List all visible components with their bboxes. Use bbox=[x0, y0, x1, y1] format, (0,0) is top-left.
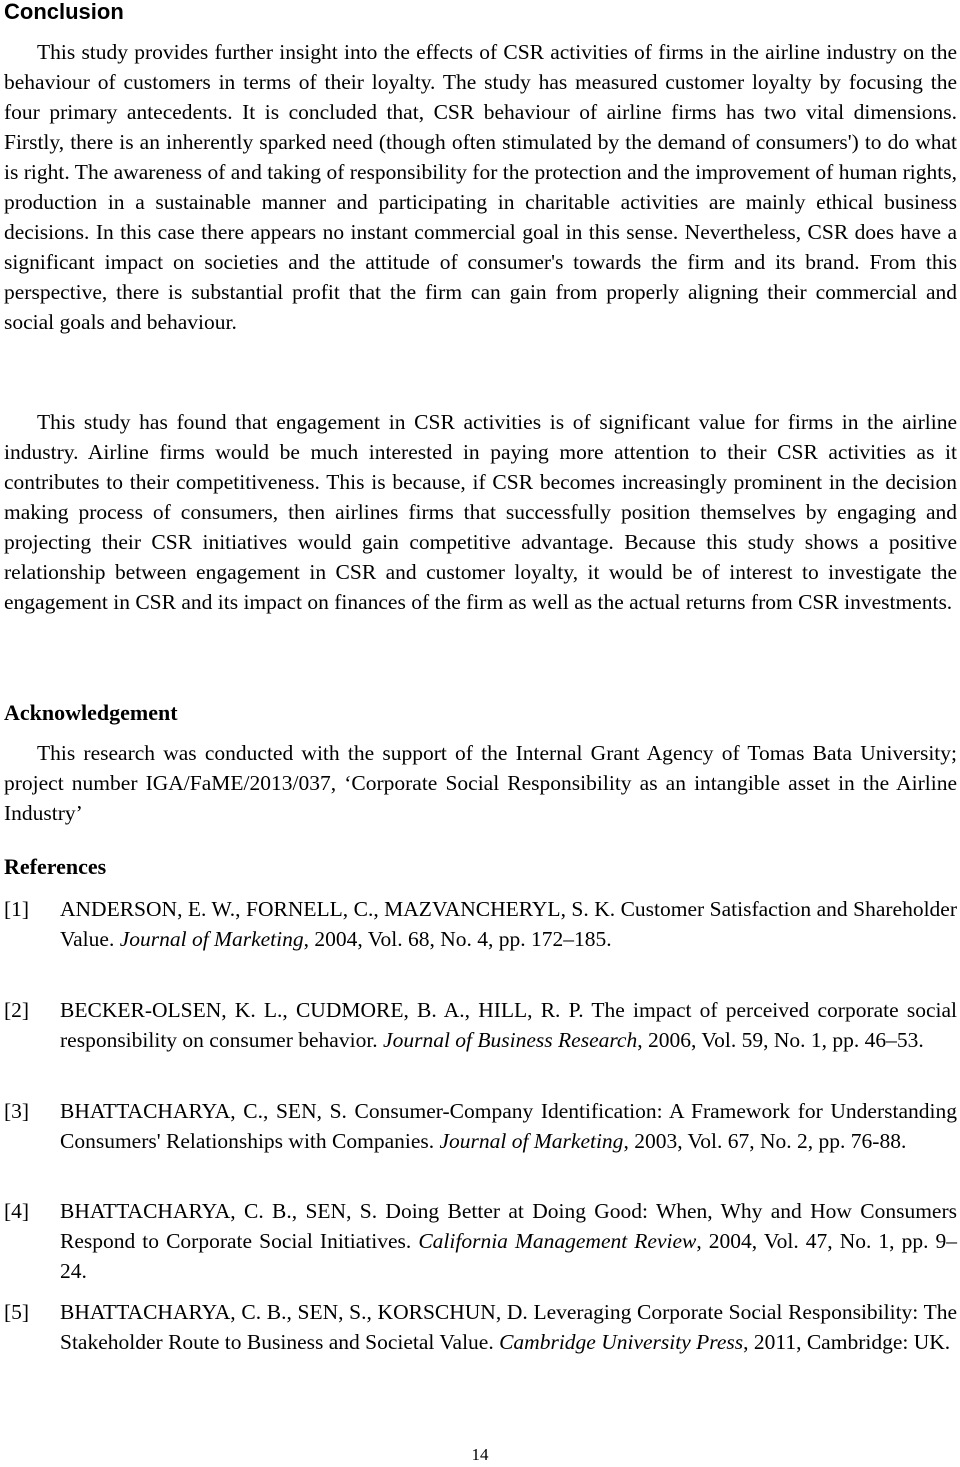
references-heading: References bbox=[4, 854, 107, 879]
reference-text bbox=[60, 995, 957, 1055]
reference-details: , 2004, Vol. 47, No. 1, pp. 9–24. bbox=[60, 1229, 958, 1283]
reference-journal: Journal of Business Research bbox=[383, 1028, 638, 1052]
reference-number: [4] bbox=[4, 1199, 30, 1223]
reference-details: , 2011, Cambridge: UK. bbox=[743, 1330, 951, 1354]
reference-item bbox=[4, 894, 957, 954]
conclusion-paragraph-2: This study has found that engagement in CSR activities is of significant value for firms in the airline industry. Airline firms would be much interested in paying more attention to their CSR activities as it contributes to their competitiveness. This is because, if CSR becomes increasingly prominent in the decision making process of consumers, then airlines firms that successfully position themselves by engaging and projecting their CSR initiatives would gain competitive advantage. Because this study shows a positive relationship between engagement in CSR and customer loyalty, it would be of interest to investigate the engagement in CSR and its impact on finances of the firm as well as the actual returns from CSR investments. bbox=[4, 410, 957, 614]
reference-item bbox=[4, 995, 957, 1055]
reference-text bbox=[60, 1297, 957, 1357]
reference-number: [2] bbox=[4, 998, 30, 1022]
reference-text bbox=[60, 894, 957, 954]
reference-authors-title: ANDERSON, E. W., FORNELL, C., MAZVANCHERYL, S. K. Customer Satisfaction and Shareholder Value. bbox=[60, 897, 957, 951]
reference-authors-title: BHATTACHARYA, C. B., SEN, S., KORSCHUN, D. Leveraging Corporate Social Responsibility: The Stakeholder Route to Business and Societal Value. bbox=[60, 1300, 957, 1354]
reference-authors-title: BHATTACHARYA, C. B., SEN, S. Doing Better at Doing Good: When, Why and How Consumers Respond to Corporate Social Initiatives. bbox=[60, 1199, 957, 1253]
conclusion-paragraph-1: This study provides further insight into the effects of CSR activities of firms in the airline industry on the behaviour of customers in terms of their loyalty. The study has measured customer loyalty by focusing the four primary antecedents. It is concluded that, CSR behaviour of airline firms has two vital dimensions. Firstly, there is an inherently sparked need (though often stimulated by the demand of consumers') to do what is right. The awareness of and taking of responsibility for the protection and the improvement of human rights, production in a sustainable manner and participating in charitable activities are mainly ethical business decisions. In this case there appears no instant commercial goal in this sense. Nevertheless, CSR does have a significant impact on societies and the attitude of consumer's towards the firm and its brand. From this perspective, there is substantial profit that the firm can gain from properly aligning their commercial and social goals and behaviour. bbox=[4, 40, 957, 334]
reference-journal: California Management Review bbox=[418, 1229, 697, 1253]
reference-journal: Journal of Marketing bbox=[119, 927, 304, 951]
reference-details: , 2006, Vol. 59, No. 1, pp. 46–53. bbox=[637, 1028, 924, 1052]
reference-text bbox=[60, 1096, 957, 1156]
page-number: 14 bbox=[471, 1445, 489, 1464]
reference-authors-title: BHATTACHARYA, C., SEN, S. Consumer-Company Identification: A Framework for Understanding Consumers' Relationships with Companies. bbox=[60, 1099, 957, 1153]
reference-journal: Cambridge University Press bbox=[499, 1330, 744, 1354]
reference-authors-title: BECKER-OLSEN, K. L., CUDMORE, B. A., HILL, R. P. The impact of perceived corporate social responsibility on consumer behavior. bbox=[60, 998, 957, 1052]
reference-number: [1] bbox=[4, 897, 30, 921]
reference-text bbox=[60, 1196, 957, 1286]
acknowledgement-text: This research was conducted with the support of the Internal Grant Agency of Tomas Bata University; project number IGA/FaME/2013/037, ‘Corporate Social Responsibility as an intangible asset in the Airline Industry’ bbox=[4, 741, 957, 825]
reference-number: [5] bbox=[4, 1300, 30, 1324]
reference-details: , 2003, Vol. 67, No. 2, pp. 76-88. bbox=[623, 1129, 907, 1153]
reference-number: [3] bbox=[4, 1099, 30, 1123]
reference-journal: Journal of Marketing bbox=[439, 1129, 624, 1153]
conclusion-heading: Conclusion bbox=[4, 0, 124, 24]
reference-item bbox=[4, 1196, 957, 1286]
reference-item bbox=[4, 1297, 957, 1357]
acknowledgement-heading: Acknowledgement bbox=[4, 700, 178, 725]
reference-item bbox=[4, 1096, 957, 1156]
reference-details: , 2004, Vol. 68, No. 4, pp. 172–185. bbox=[303, 927, 612, 951]
